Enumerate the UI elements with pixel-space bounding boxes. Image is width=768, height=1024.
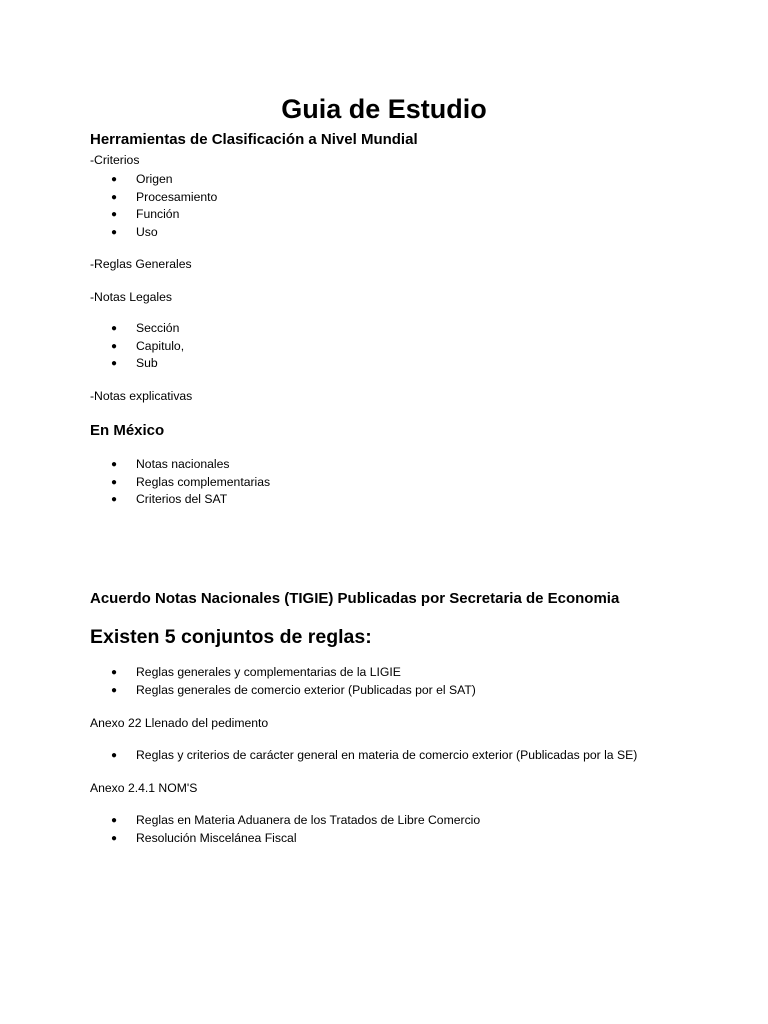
heading-conjuntos-reglas: Existen 5 conjuntos de reglas: bbox=[90, 626, 372, 648]
bullet-icon: ● bbox=[111, 459, 118, 470]
bullet-icon: ● bbox=[111, 209, 118, 220]
label-anexo-22: Anexo 22 Llenado del pedimento bbox=[90, 716, 269, 730]
bullet-icon: ● bbox=[111, 476, 118, 488]
bullet-icon: ● bbox=[111, 750, 118, 761]
bullet-icon: ● bbox=[111, 832, 118, 844]
document-page: Guia de Estudio Herramientas de Clasificación a Nivel Mundial -Criterios ● Origen ● Procesamiento ● Función ● Uso -Reglas Generales -Notas Legales ● Sección ● Capitulo, ● Sub -Notas explicativas En México ● Notas nacionales ● Reglas complementarias ● Criterios del SAT Acuerdo Notas Nacionales (TIGIE) Publicadas por Secretaria de Economia Existen 5 conjuntos de reglas: ● Reglas generales y complementarias de la LIGIE ● Reglas generales de comercio exterior (Publicadas por el SAT) Anexo 22 Llenado del pedimento ● Reglas y criterios de carácter general en materia de comercio exterior (Publicadas por la SE) Anexo 2.4.1 NOM'S ● Reglas en Materia Aduanera de los Tratados de Libre Comercio ● Resolución Miscelánea Fiscal bbox=[0, 0, 768, 1024]
heading-en-mexico: En México bbox=[90, 422, 165, 439]
heading-acuerdo-notas-nacionales: Acuerdo Notas Nacionales (TIGIE) Publicadas por Secretaria de Economia bbox=[90, 590, 620, 607]
bullet-icon: ● bbox=[111, 684, 118, 696]
bullet-icon: ● bbox=[111, 323, 118, 334]
page-title: Guia de Estudio bbox=[281, 94, 487, 124]
bullet-icon: ● bbox=[111, 191, 118, 203]
label-anexo-241: Anexo 2.4.1 NOM'S bbox=[90, 781, 198, 795]
bullet-icon: ● bbox=[111, 226, 118, 238]
heading-herramientas: Herramientas de Clasificación a Nivel Mundial bbox=[90, 131, 418, 148]
bullet-icon: ● bbox=[111, 174, 118, 185]
bullet-icon: ● bbox=[111, 340, 118, 352]
label-criterios: -Criterios bbox=[90, 153, 140, 167]
bullet-icon: ● bbox=[111, 667, 118, 678]
bullet-icon: ● bbox=[111, 358, 118, 369]
label-notas-explicativas: -Notas explicativas bbox=[90, 389, 193, 403]
bullet-icon: ● bbox=[111, 494, 118, 505]
label-reglas-generales: -Reglas Generales bbox=[90, 257, 192, 271]
bullet-icon: ● bbox=[111, 815, 118, 826]
label-notas-legales: -Notas Legales bbox=[90, 290, 172, 304]
